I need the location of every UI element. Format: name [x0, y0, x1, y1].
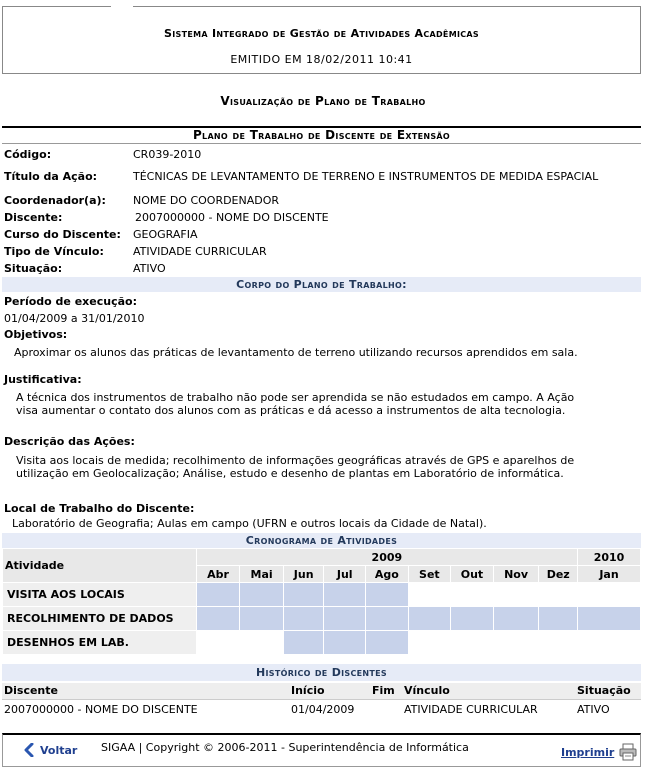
cronograma-cell-active [240, 607, 284, 631]
cronograma-activity-name: RECOLHIMENTO DE DADOS [3, 607, 197, 631]
cronograma-cell-active [493, 607, 539, 631]
cronograma-cell-active [451, 607, 494, 631]
codigo-label: Código: [4, 148, 52, 161]
plan-caption: Plano de Trabalho de Discente de Extensão [2, 126, 641, 144]
cronograma-month-3: Jul [324, 566, 366, 583]
cronograma-cell-active [283, 583, 324, 607]
curso-value: GEOGRAFIA [133, 228, 198, 241]
historico-situacao-cell: ATIVO [577, 703, 610, 716]
cronograma-activity-header: Atividade [3, 549, 197, 583]
objetivos-text: Aproximar os alunos das práticas de levantamento de terreno utilizando recursos aprendidos em sala. [14, 346, 578, 359]
copyright-text: SIGAA | Copyright © 2006-2011 - Superintendência de Informática [101, 741, 469, 754]
cronograma-month-7: Nov [493, 566, 539, 583]
historico-col-discente: Discente [4, 684, 58, 697]
curso-label: Curso do Discente: [4, 228, 121, 241]
descricao-line-2: utilização em Geolocalização; Análise, estudo e desenho de plantas em Laboratório de informática. [16, 467, 564, 480]
coordenador-value: NOME DO COORDENADOR [133, 194, 280, 207]
cronograma-month-4: Ago [366, 566, 409, 583]
cronograma-row [3, 631, 641, 655]
report-header [2, 6, 641, 74]
cronograma-cell-active [196, 607, 240, 631]
cronograma-row [3, 607, 641, 631]
cronograma-cell-empty [578, 583, 641, 607]
cronograma-cell-active [366, 631, 409, 655]
cronograma-cell-empty [493, 583, 539, 607]
historico-discente-cell: 2007000000 - NOME DO DISCENTE [4, 703, 198, 716]
cronograma-cell-active [196, 583, 240, 607]
descricao-label: Descrição das Ações: [4, 435, 135, 448]
codigo-value: CR039-2010 [133, 148, 202, 161]
page-footer [2, 733, 641, 767]
historico-col-situacao: Situação [577, 684, 631, 697]
cronograma-cell-active [366, 607, 409, 631]
cronograma-month-6: Out [451, 566, 494, 583]
cronograma-cell-active [240, 583, 284, 607]
historico-col-vinculo: Vínculo [404, 684, 450, 697]
system-title: Sistema Integrado de Gestão de Atividades Acadêmicas [164, 27, 479, 40]
historico-header-row [2, 683, 641, 700]
cronograma-cell-empty [493, 631, 539, 655]
back-button[interactable] [23, 743, 77, 757]
cronograma-year-2010: 2010 [578, 549, 641, 566]
print-button[interactable] [561, 743, 637, 761]
objetivos-label: Objetivos: [4, 328, 68, 341]
justificativa-line-2: visa aumentar o contato dos alunos com as práticas e dá acesso a instrumentos de alta tecnologia. [16, 404, 566, 417]
cronograma-cell-empty [408, 631, 451, 655]
chevron-left-icon [23, 743, 35, 757]
local-text: Laboratório de Geografia; Aulas em campo (UFRN e outros locais da Cidade de Natal). [12, 517, 487, 530]
situacao-label: Situação: [4, 262, 63, 275]
cronograma-month-0: Abr [196, 566, 240, 583]
cronograma-year-2009: 2009 [196, 549, 577, 566]
periodo-label: Período de execução: [4, 295, 137, 308]
historico-inicio-cell: 01/04/2009 [291, 703, 355, 716]
cronograma-cell-empty [539, 583, 578, 607]
cronograma-cell-empty [451, 583, 494, 607]
cronograma-cell-empty [539, 631, 578, 655]
cronograma-month-8: Dez [539, 566, 578, 583]
cronograma-cell-active [539, 607, 578, 631]
cronograma-cell-empty [408, 583, 451, 607]
cronograma-cell-active [324, 631, 366, 655]
cronograma-activity-name: DESENHOS EM LAB. [3, 631, 197, 655]
cronograma-cell-active [283, 607, 324, 631]
header-gap [111, 5, 133, 9]
emission-date: EMITIDO EM 18/02/2011 10:41 [230, 53, 413, 66]
periodo-value: 01/04/2009 a 31/01/2010 [4, 312, 145, 325]
situacao-value: ATIVO [133, 262, 166, 275]
vinculo-label: Tipo de Vínculo: [4, 245, 104, 258]
cronograma-cell-empty [240, 631, 284, 655]
cronograma-activity-name: VISITA AOS LOCAIS [3, 583, 197, 607]
back-label: Voltar [40, 743, 78, 757]
cronograma-cell-active [283, 631, 324, 655]
discente-label: Discente: [4, 211, 63, 224]
cronograma-cell-empty [196, 631, 240, 655]
cronograma-row [3, 583, 641, 607]
justificativa-line-1: A técnica dos instrumentos de trabalho não pode ser aprendida se não estudados em campo. A Ação [16, 391, 575, 404]
cronograma-cell-active [324, 607, 366, 631]
cronograma-cell-active [408, 607, 451, 631]
cronograma-cell-active [324, 583, 366, 607]
cronograma-cell-active [578, 607, 641, 631]
vinculo-value: ATIVIDADE CURRICULAR [133, 245, 267, 258]
discente-value: 2007000000 - NOME DO DISCENTE [135, 211, 329, 224]
descricao-line-1: Visita aos locais de medida; recolhimento de informações geográficas através de GPS e aparelhos de [16, 454, 575, 467]
page-title: Visualização de Plano de Trabalho [220, 94, 426, 108]
cronograma-title: Cronograma de Atividades [2, 533, 641, 548]
print-label: Imprimir [561, 745, 615, 759]
cronograma-table [2, 548, 641, 655]
printer-icon [619, 743, 637, 761]
cronograma-cell-active [366, 583, 409, 607]
historico-col-inicio: Início [291, 684, 325, 697]
table-row [2, 703, 641, 719]
cronograma-month-5: Set [408, 566, 451, 583]
justificativa-label: Justificativa: [4, 373, 82, 386]
historico-title: Histórico de Discentes [2, 664, 641, 681]
historico-col-fim: Fim [372, 684, 395, 697]
titulo-label: Título da Ação: [4, 170, 98, 183]
plan-body-title: Corpo do Plano de Trabalho: [2, 277, 641, 292]
cronograma-cell-empty [451, 631, 494, 655]
cronograma-month-9: Jan [578, 566, 641, 583]
coordenador-label: Coordenador(a): [4, 194, 106, 207]
cronograma-month-2: Jun [283, 566, 324, 583]
local-label: Local de Trabalho do Discente: [4, 502, 195, 515]
cronograma-cell-empty [578, 631, 641, 655]
cronograma-month-1: Mai [240, 566, 284, 583]
historico-vinculo-cell: ATIVIDADE CURRICULAR [404, 703, 538, 716]
titulo-value: TÉCNICAS DE LEVANTAMENTO DE TERRENO E INSTRUMENTOS DE MEDIDA ESPACIAL [133, 170, 599, 183]
